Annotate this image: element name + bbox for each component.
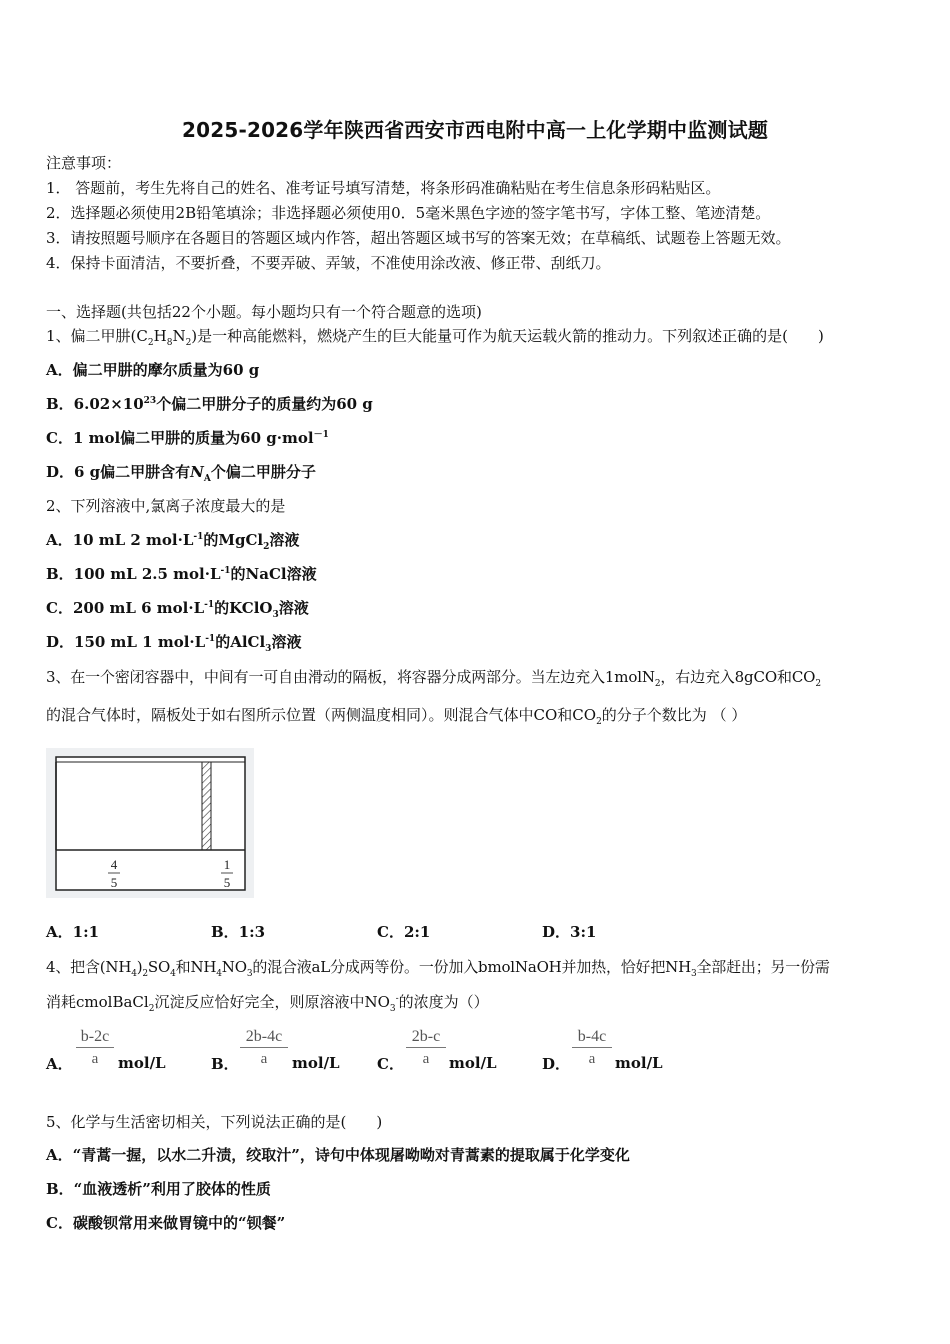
q1-option-b[interactable]: B．$6.02\times 10^{23}$个偏二甲肼分子的质量约为60 g xyxy=(46,395,373,413)
q4-option-d-label[interactable]: D． xyxy=(542,1055,571,1073)
q4-option-c-unit: mol/L xyxy=(449,1054,497,1072)
section-heading: 一、选择题(共包括22个小题。每小题均只有一个符合题意的选项) xyxy=(46,303,482,321)
notice-item: 2．选择题必须使用2B铅笔填涂；非选择题必须使用0．5毫米黑色字迹的签字笔书写，字体工整、笔迹清楚。 xyxy=(46,204,771,222)
q3-option-b[interactable]: B．1:3 xyxy=(211,923,266,941)
q1-stem: 1、偏二甲肼$(C_2H_8N_2)$是一种高能燃料，燃烧产生的巨大能量可作为航天运载火箭的推动力。下列叙述正确的是( ) xyxy=(46,327,824,348)
q5-option-a[interactable]: A．“青蒿一握，以水二升渍，绞取汁”，诗句中体现屠呦呦对青蒿素的提取属于化学变化 xyxy=(46,1146,630,1164)
q4-option-c-label[interactable]: C． xyxy=(377,1055,404,1073)
right-fraction-denominator: 5 xyxy=(223,875,231,890)
q2-option-a[interactable]: A．10 mL 2 $mol\cdot L^{-1}$的MgCl$_2$溶液 xyxy=(46,531,300,552)
q2-option-c[interactable]: C．200 mL 6 $mol\cdot L^{-1}$的KClO$_3$溶液 xyxy=(46,599,309,620)
q4-option-a-label[interactable]: A． xyxy=(46,1055,73,1073)
notice-item: 4．保持卡面清洁，不要折叠，不要弄破、弄皱，不准使用涂改液、修正带、刮纸刀。 xyxy=(46,254,611,272)
q4-option-d-fraction: $\frac{b-4c}{a}$ xyxy=(572,1028,612,1068)
q5-option-b[interactable]: B．“血液透析”利用了胶体的性质 xyxy=(46,1180,271,1198)
sliding-partition xyxy=(202,762,211,850)
q3-option-c[interactable]: C．2:1 xyxy=(377,923,431,941)
q4-option-c-fraction: $\frac{2b-c}{a}$ xyxy=(406,1028,446,1068)
q4-stem-line2: 消耗cmolBaCl$_2$沉淀反应恰好完全，则原溶液中$NO_3^-$的浓度为（） xyxy=(46,993,489,1014)
q4-option-b-label[interactable]: B． xyxy=(211,1055,239,1073)
q2-stem: 2、下列溶液中,氯离子浓度最大的是 xyxy=(46,497,286,515)
page-title: 2025-2026学年陕西省西安市西电附中高一上化学期中监测试题 xyxy=(181,118,769,142)
q4-option-b-fraction: $\frac{2b-4c}{a}$ xyxy=(240,1028,288,1068)
container-diagram xyxy=(46,748,254,898)
q5-option-c[interactable]: C．碳酸钡常用来做胃镜中的“钡餐” xyxy=(46,1214,286,1232)
q3-option-a[interactable]: A．1:1 xyxy=(46,923,100,941)
q1-option-a[interactable]: A．偏二甲肼的摩尔质量为60 g xyxy=(46,361,260,379)
q2-option-b[interactable]: B．100 mL 2.5 $mol\cdot L^{-1}$的NaCl溶液 xyxy=(46,565,317,583)
q1-option-c[interactable]: C．1 mol偏二甲肼的质量为60 g·mol$^{-1}$ xyxy=(46,429,329,447)
q4-option-d-unit: mol/L xyxy=(615,1054,663,1072)
notice-heading: 注意事项： xyxy=(46,154,122,172)
left-fraction-denominator: 5 xyxy=(110,875,118,890)
container-diagram-svg xyxy=(46,748,254,898)
diagram-outer-frame xyxy=(56,757,245,890)
right-fraction-numerator: 1 xyxy=(223,857,231,872)
notice-item: 3．请按照题号顺序在各题目的答题区域内作答，超出答题区域书写的答案无效；在草稿纸、试题卷上答题无效。 xyxy=(46,229,791,247)
q1-option-d[interactable]: D．6 g偏二甲肼含有$N_A$个偏二甲肼分子 xyxy=(46,463,316,484)
q5-stem: 5、化学与生活密切相关，下列说法正确的是( ) xyxy=(46,1113,383,1131)
q4-stem-line1: 4、把含$(NH_4)_2SO_4$和$NH_4NO_3$的混合液aL分成两等份。一份加入bmolNaOH并加热，恰好把$NH_3$全部赶出；另一份需 xyxy=(46,958,830,979)
notice-item: 1． 答题前，考生先将自己的姓名、准考证号填写清楚，将条形码准确粘贴在考生信息条形码粘贴区。 xyxy=(46,179,721,197)
q3-option-d[interactable]: D．3:1 xyxy=(542,923,597,941)
q4-option-a-fraction: $\frac{b-2c}{a}$ xyxy=(76,1028,114,1068)
q4-option-a-unit: mol/L xyxy=(118,1054,166,1072)
q2-option-d[interactable]: D．150 mL 1 $mol\cdot L^{-1}$的AlCl$_3$溶液 xyxy=(46,633,302,654)
q3-stem-line2: 的混合气体时，隔板处于如右图所示位置（两侧温度相同）。则混合气体中CO和$CO_2$的分子个数比为 （ ） xyxy=(46,706,747,727)
q4-option-b-unit: mol/L xyxy=(292,1054,340,1072)
q3-stem-line1: 3、在一个密闭容器中，中间有一可自由滑动的隔板，将容器分成两部分。当左边充入1molN$_2$，右边充入8gCO和$CO_2$ xyxy=(46,668,821,689)
left-fraction-numerator: 4 xyxy=(110,857,118,872)
